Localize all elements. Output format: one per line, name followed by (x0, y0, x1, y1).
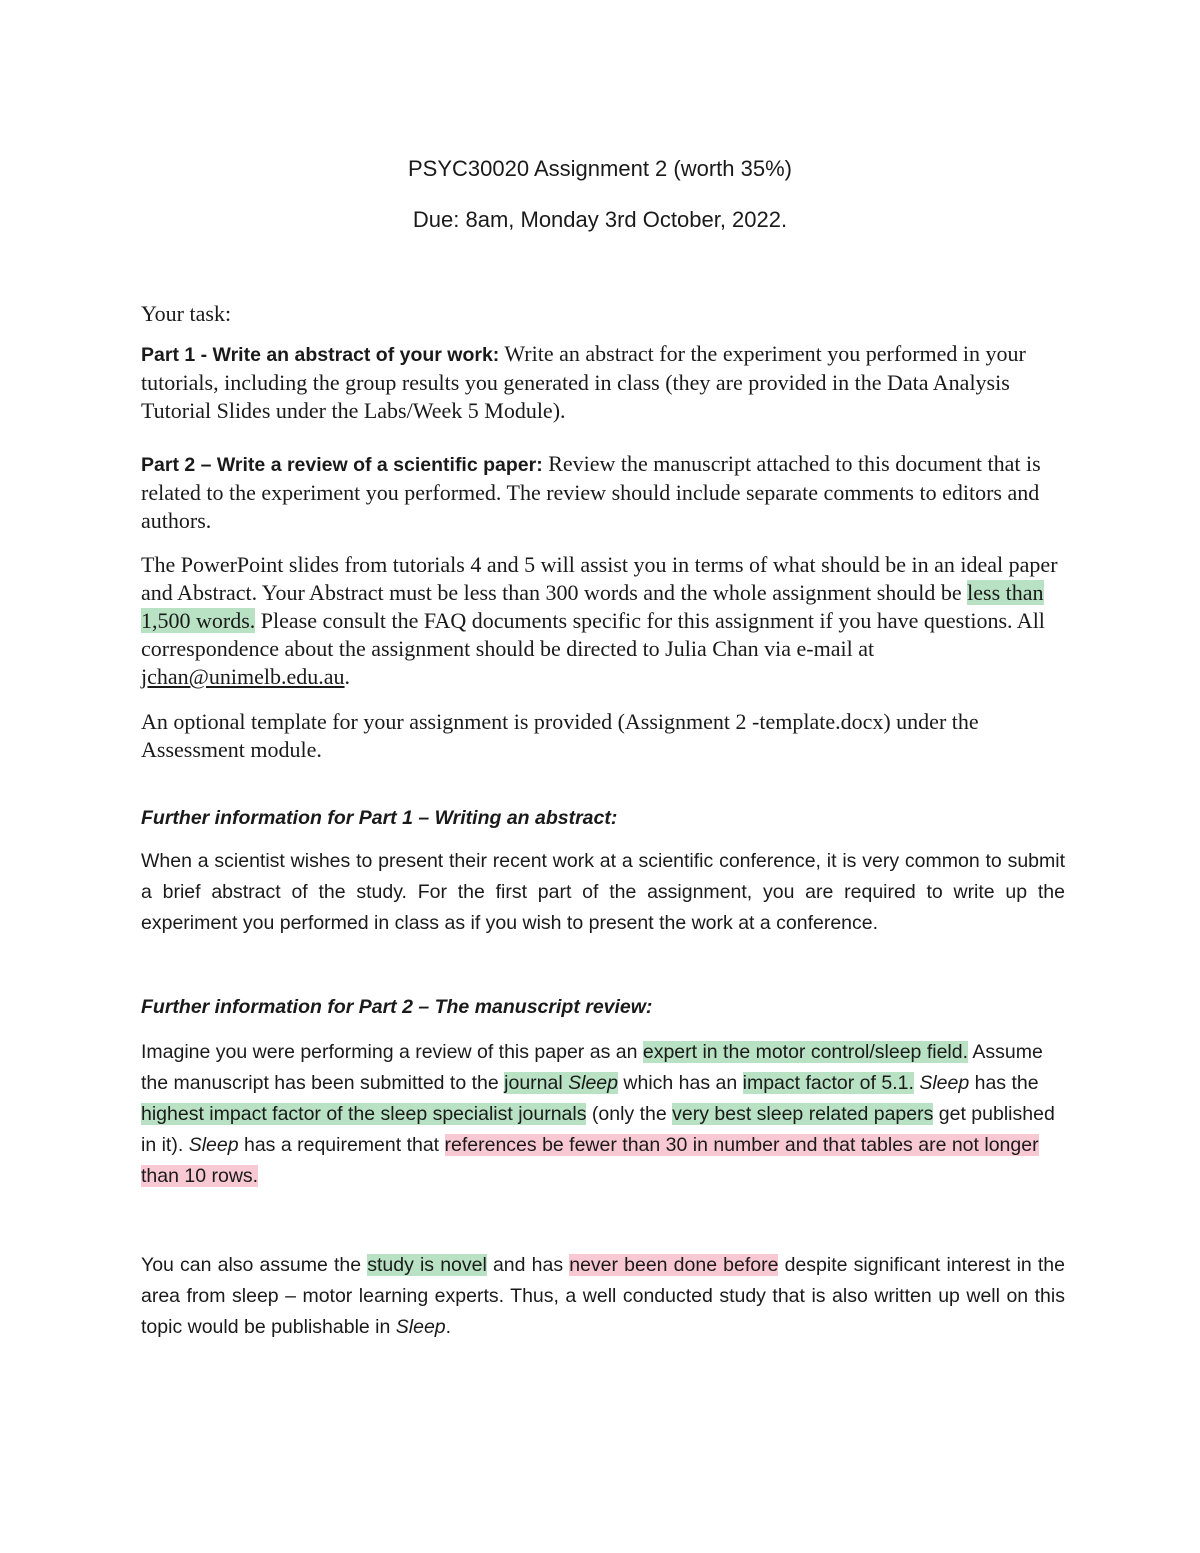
journal-highlight (504, 1072, 618, 1094)
review-text: which has an (617, 1072, 743, 1094)
due-date: Due: 8am, Monday 3rd October, 2022. (412, 207, 788, 232)
novelty-paragraph (141, 1250, 1065, 1343)
review-text: has the (969, 1072, 1039, 1094)
part2-heading: Part 2 – Write a review of a scientific paper: (141, 454, 543, 476)
review-instructions-paragraph (141, 1037, 1065, 1192)
never-done-highlight: never been done before (569, 1254, 779, 1276)
review-text: (only the (586, 1103, 673, 1125)
journal-name: Sleep (395, 1316, 446, 1338)
template-note: An optional template for your assignment is provided (Assignment 2 -template.docx) under the Assessment module. (141, 709, 979, 762)
part1-paragraph (141, 340, 1065, 425)
review-text: get published in it). (141, 1103, 1055, 1156)
powerpoint-text-3: . (344, 664, 351, 689)
novelty-text: despite significant interest in the area from sleep – motor learning experts. Thus, a well conducted study that is also written up well on this topic would be publishable in (141, 1254, 1065, 1338)
assignment-title: PSYC30020 Assignment 2 (worth 35%) (408, 156, 792, 181)
expert-highlight: expert in the motor control/sleep field. (642, 1041, 969, 1063)
journal-name: Sleep (188, 1134, 239, 1156)
part2-text: Review the manuscript attached to this document that is related to the experiment you performed. The review should include separate comments to editors and authors. (141, 451, 1041, 533)
powerpoint-text-2: Please consult the FAQ documents specific for this assignment if you have questions. All correspondence about the assignment should be directed to Julia Chan via e-mail at (141, 608, 1045, 661)
highest-impact-highlight: highest impact factor of the sleep specialist journals (141, 1103, 587, 1125)
task-label: Your task: (141, 301, 232, 326)
review-text: Imagine you were performing a review of this paper as an (141, 1041, 643, 1063)
further-part1-text: When a scientist wishes to present their recent work at a scientific conference, it is very common to submit a brief abstract of the study. For the first part of the assignment, you are required to write up the experiment you performed in class as if you wish to present the work at a conference. (141, 850, 1065, 934)
novel-highlight: study is novel (367, 1254, 487, 1276)
part1-text: Write an abstract for the experiment you performed in your tutorials, including the group results you generated in class (they are provided in the Data Analysis Tutorial Slides under the Labs/Week 5 Module). (141, 341, 1026, 423)
novelty-text: . (445, 1316, 452, 1338)
requirements-highlight: references be fewer than 30 in number and that tables are not longer than 10 rows. (141, 1134, 1039, 1187)
powerpoint-paragraph (141, 551, 1065, 691)
further-part1-heading: Further information for Part 1 – Writing an abstract: (141, 807, 618, 829)
novelty-text: and has (486, 1254, 570, 1276)
review-text: has a requirement that (238, 1134, 445, 1156)
powerpoint-text-1: The PowerPoint slides from tutorials 4 and 5 will assist you in terms of what should be in an ideal paper and Abstract. Your Abstract must be less than 300 words and the whole assignment should be (141, 552, 1058, 605)
email-link[interactable]: jchan@unimelb.edu.au (141, 664, 345, 689)
journal-name: Sleep (919, 1072, 970, 1094)
further-part2-heading: Further information for Part 2 – The manuscript review: (141, 996, 653, 1018)
word-limit-highlight: less than 1,500 words. (141, 580, 1044, 633)
best-papers-highlight: very best sleep related papers (672, 1103, 934, 1125)
novelty-text: You can also assume the (141, 1254, 368, 1276)
impact-factor-highlight: impact factor of 5.1. (742, 1072, 914, 1094)
journal-name: Sleep (568, 1072, 618, 1094)
journal-word: journal (504, 1072, 569, 1094)
part1-heading: Part 1 - Write an abstract of your work: (141, 344, 500, 366)
part2-paragraph (141, 450, 1065, 535)
review-text: Assume the manuscript has been submitted to the (141, 1041, 1043, 1094)
